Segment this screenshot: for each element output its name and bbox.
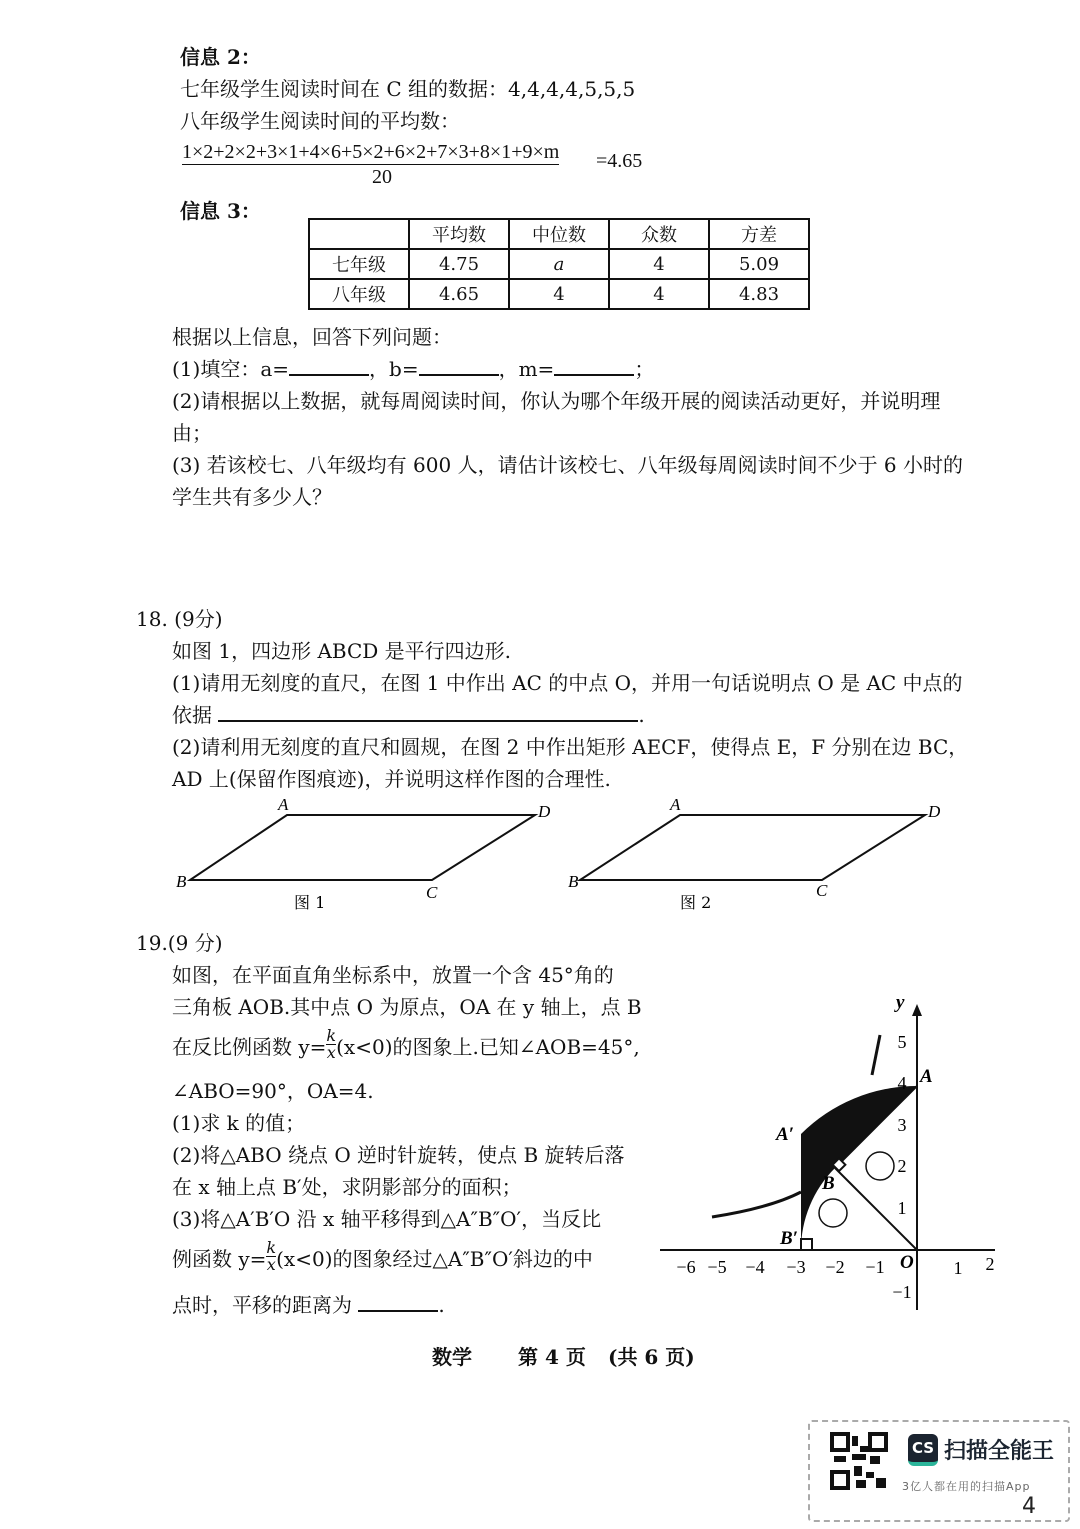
- frac-numerator: k: [266, 1238, 277, 1257]
- label-A-fig1: A: [278, 795, 289, 814]
- fig2-caption: 图 2: [680, 893, 712, 912]
- table-cell: 4.65: [409, 279, 509, 309]
- mean-result: =4.65: [596, 150, 643, 172]
- info2-heading: 信息 2：: [180, 45, 261, 69]
- info2-line1: 七年级学生阅读时间在 C 组的数据：4,4,4,4,5,5,5: [180, 77, 636, 101]
- x-tick-label: 1: [953, 1258, 963, 1278]
- q19-line4: ∠ABO=90°，OA=4.: [172, 1079, 374, 1103]
- table-cell: 八年级: [309, 279, 409, 309]
- x-tick-label: −3: [786, 1257, 806, 1277]
- label-C-fig1: C: [426, 883, 438, 902]
- y-axis-label: y: [896, 992, 905, 1013]
- parallelogram-fig1: [190, 815, 535, 880]
- table-cell: 5.09: [709, 249, 809, 279]
- label-D-fig1: D: [538, 802, 551, 821]
- mean-numerator: 1×2+2×2+3×1+4×6+5×2+6×2+7×3+8×1+9×m: [182, 141, 560, 163]
- q19-line3-b: (x<0)的图象上.已知∠AOB=45°,: [336, 1035, 640, 1059]
- y-axis-arrow: [912, 1004, 922, 1016]
- frac-numerator: k: [326, 1026, 337, 1045]
- q19-line1: 如图，在平面直角坐标系中，放置一个含 45°角的: [172, 963, 614, 987]
- hyperbola-curve-top: [872, 1035, 880, 1075]
- table-cell: a: [509, 249, 609, 279]
- q19-line8: (3)将△A′B′O 沿 x 轴平移得到△A″B″O′，当反比: [172, 1207, 602, 1231]
- q17-part2-cont: 由；: [172, 421, 212, 445]
- point-label-B: B: [822, 1173, 835, 1194]
- footer-total: (共 6 页): [608, 1345, 695, 1369]
- q17-p1-m: ，m=: [498, 357, 555, 381]
- y-tick-label: 2: [897, 1156, 907, 1176]
- label-A-fig2: A: [670, 795, 681, 814]
- table-cell: 4: [609, 249, 709, 279]
- x-tick-label: −2: [825, 1257, 845, 1277]
- y-tick-label: 3: [897, 1115, 907, 1135]
- q19-line9-a: 例函数 y=: [172, 1247, 267, 1271]
- point-label-A: A: [920, 1066, 933, 1087]
- q19-line6: (2)将△ABO 绕点 O 逆时针旋转，使点 B 旋转后落: [172, 1143, 625, 1167]
- q17-p1-prefix: (1)填空：a=: [172, 357, 290, 381]
- x-tick-label: −5: [707, 1257, 727, 1277]
- point-label-O: O: [900, 1252, 914, 1273]
- q17-p1-b: ，b=: [369, 357, 419, 381]
- label-C-fig2: C: [816, 881, 828, 900]
- point-label-A-prime: A′: [776, 1124, 795, 1145]
- y-tick-label: −1: [892, 1282, 912, 1302]
- brand-name: 扫描全能王: [944, 1439, 1055, 1464]
- q19-line9: [172, 1238, 593, 1274]
- x-tick-label: −6: [676, 1257, 696, 1277]
- tagline: 3亿人都在用的扫描App: [902, 1480, 1031, 1493]
- footer-subject: 数学: [432, 1345, 472, 1369]
- right-angle-mark-Bprime: [801, 1239, 812, 1250]
- mean-denominator: 20: [372, 166, 392, 188]
- q18-number: 18. (9分): [136, 607, 223, 631]
- y-tick-label: 4: [897, 1073, 907, 1093]
- q17-part3-cont: 学生共有多少人？: [172, 485, 332, 509]
- camscanner-watermark: [808, 1420, 1070, 1522]
- scan-page-number: 4: [1022, 1494, 1036, 1519]
- q19-line5: (1)求 k 的值；: [172, 1111, 306, 1135]
- q18-line3-end: .: [638, 703, 645, 727]
- coordinate-graph: [650, 980, 1020, 1320]
- table-cell: 七年级: [309, 249, 409, 279]
- table-cell: 4.75: [409, 249, 509, 279]
- q18-line2: (1)请用无刻度的直尺，在图 1 中作出 AC 的中点 O，并用一句话说明点 O 是 AC 中点的: [172, 671, 963, 695]
- label-D-fig2: D: [928, 802, 941, 821]
- q19-line3-a: 在反比例函数 y=: [172, 1035, 327, 1059]
- q17-part2: (2)请根据以上数据，就每周阅读时间，你认为哪个年级开展的阅读活动更好，并说明理: [172, 389, 941, 413]
- q17-intro: 根据以上信息，回答下列问题：: [172, 325, 452, 349]
- q19-line10-text: 点时，平移的距离为: [172, 1293, 352, 1317]
- q19-line10: [172, 1292, 445, 1318]
- table-cell: 中位数: [509, 219, 609, 249]
- x-tick-label: 2: [985, 1254, 995, 1274]
- q18-line4: (2)请利用无刻度的直尺和圆规，在图 2 中作出矩形 AECF，使得点 E，F 分别在边 BC，: [172, 735, 969, 759]
- info3-heading: 信息 3：: [180, 199, 261, 223]
- table-cell: 4.83: [709, 279, 809, 309]
- camscanner-logo: CS: [908, 1434, 938, 1466]
- fig1-caption: 图 1: [294, 893, 326, 912]
- q17-p1-end: ；: [634, 357, 655, 381]
- table-cell: 方差: [709, 219, 809, 249]
- y-tick-label: 1: [897, 1198, 907, 1218]
- footer-page: 第 4 页: [518, 1345, 586, 1369]
- frac-denominator: x: [326, 1043, 336, 1062]
- answer-blank-distance[interactable]: [358, 1292, 438, 1312]
- q17-part3: (3) 若该校七、八年级均有 600 人，请估计该校七、八年级每周阅读时间不少于 6 小时的: [172, 453, 964, 477]
- frac-denominator: x: [266, 1255, 276, 1274]
- q19-line10-end: .: [438, 1293, 445, 1317]
- table-cell: 4: [509, 279, 609, 309]
- table-cell: 众数: [609, 219, 709, 249]
- y-tick-label: 5: [897, 1032, 907, 1052]
- q18-line3-prefix: 依据: [172, 703, 212, 727]
- parallelogram-fig2: [580, 815, 925, 880]
- q18-line5: AD 上(保留作图痕迹)，并说明这样作图的合理性.: [172, 767, 611, 791]
- q19-line2: 三角板 AOB.其中点 O 为原点，OA 在 y 轴上，点 B: [172, 995, 642, 1019]
- fraction-k-over-x: [266, 1240, 276, 1273]
- fraction-k-over-x: [326, 1028, 336, 1061]
- q19-line3: [172, 1026, 640, 1062]
- q19-line7: 在 x 轴上点 B′处，求阴影部分的面积；: [172, 1175, 522, 1199]
- table-cell: 4: [609, 279, 709, 309]
- info2-line2: 八年级学生阅读时间的平均数：: [180, 109, 460, 133]
- q18-line1: 如图 1，四边形 ABCD 是平行四边形.: [172, 639, 512, 663]
- point-label-B-prime: B′: [780, 1228, 799, 1249]
- x-tick-label: −1: [865, 1257, 885, 1277]
- x-tick-label: −4: [745, 1257, 765, 1277]
- label-B-fig1: B: [176, 872, 187, 891]
- q19-number: 19.(9 分): [136, 931, 223, 955]
- q19-line9-b: (x<0)的图象经过△A″B″O′斜边的中: [276, 1247, 593, 1271]
- hyperbola-curve: [712, 1192, 801, 1217]
- label-B-fig2: B: [568, 872, 579, 891]
- qr-code-icon: [830, 1432, 888, 1490]
- table-cell: 平均数: [409, 219, 509, 249]
